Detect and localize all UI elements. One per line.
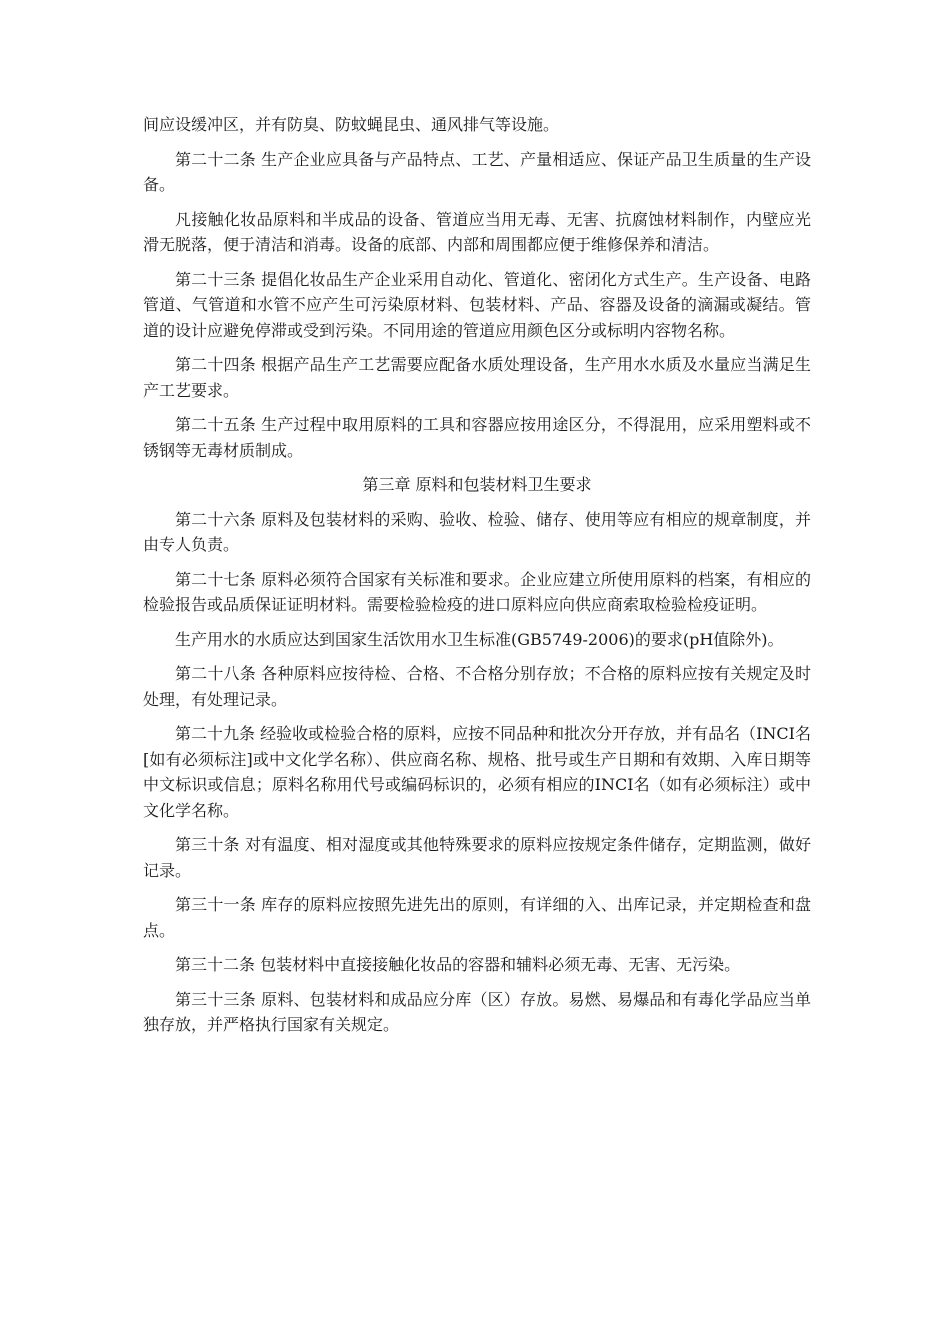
article-31: 第三十一条 库存的原料应按照先进先出的原则，有详细的入、出库记录，并定期检查和盘点。 bbox=[143, 895, 811, 940]
article-22: 第二十二条 生产企业应具备与产品特点、工艺、产量相适应、保证产品卫生质量的生产设备。 bbox=[143, 149, 811, 194]
article-27: 第二十七条 原料必须符合国家有关标准和要求。企业应建立所使用原料的档案，有相应的检验报告或品质保证证明材料。需要检验检疫的进口原料应向供应商索取检验检疫证明。 bbox=[143, 569, 811, 614]
chapter-3-heading: 第三章 原料和包装材料卫生要求 bbox=[362, 475, 592, 494]
article-23: 第二十三条 提倡化妆品生产企业采用自动化、管道化、密闭化方式生产。生产设备、电路管道、气管道和水管不应产生可污染原材料、包装材料、产品、容器及设备的滴漏或凝结。管道的设计应避免停滞或受到污染。不同用途的管道应用颜色区分或标明内容物名称。 bbox=[143, 269, 811, 340]
article-32: 第三十二条 包装材料中直接接触化妆品的容器和辅料必须无毒、无害、无污染。 bbox=[175, 955, 741, 974]
article-30: 第三十条 对有温度、相对湿度或其他特殊要求的原料应按规定条件储存，定期监测，做好记录。 bbox=[143, 835, 811, 880]
article-28: 第二十八条 各种原料应按待检、合格、不合格分别存放；不合格的原料应按有关规定及时处理，有处理记录。 bbox=[143, 664, 811, 709]
article-29: 第二十九条 经验收或检验合格的原料，应按不同品种和批次分开存放，并有品名（INCI名[如有必须标注]或中文化学名称）、供应商名称、规格、批号或生产日期和有效期、入库日期等中文标识或信息；原料名称用代号或编码标识的，必须有相应的INCI名（如有必须标注）或中文化学名称。 bbox=[143, 724, 811, 820]
document-page bbox=[143, 112, 811, 1047]
paragraph-equipment-materials: 凡接触化妆品原料和半成品的设备、管道应当用无毒、无害、抗腐蚀材料制作，内壁应光滑无脱落，便于清洁和消毒。设备的底部、内部和周围都应便于维修保养和清洁。 bbox=[143, 209, 811, 254]
article-25: 第二十五条 生产过程中取用原料的工具和容器应按用途区分，不得混用，应采用塑料或不锈钢等无毒材质制成。 bbox=[143, 415, 811, 460]
article-24: 第二十四条 根据产品生产工艺需要应配备水质处理设备，生产用水水质及水量应当满足生产工艺要求。 bbox=[143, 355, 811, 400]
article-33: 第三十三条 原料、包装材料和成品应分库（区）存放。易燃、易爆品和有毒化学品应当单独存放，并严格执行国家有关规定。 bbox=[143, 989, 811, 1034]
paragraph-water-quality: 生产用水的水质应达到国家生活饮用水卫生标准(GB5749-2006)的要求(pH值除外)。 bbox=[175, 629, 784, 649]
paragraph-continuation: 间应设缓冲区，并有防臭、防蚊蝇昆虫、通风排气等设施。 bbox=[143, 115, 560, 134]
article-26: 第二十六条 原料及包装材料的采购、验收、检验、储存、使用等应有相应的规章制度，并由专人负责。 bbox=[143, 509, 811, 554]
